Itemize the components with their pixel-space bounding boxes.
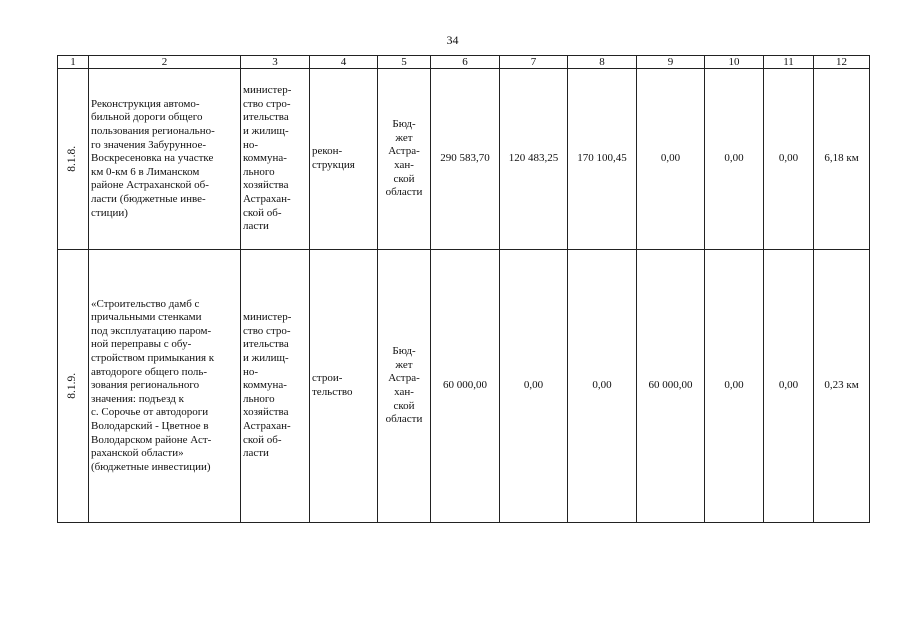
column-number-row (58, 56, 870, 69)
customer: министер- ство стро- ительства и жилищ- но- коммуна- льного хозяйства Астрахан- ской об- ласти (241, 250, 310, 523)
item-number-cell (58, 250, 89, 523)
funding-source: Бюд- жет Астра- хан- ской области (378, 250, 431, 523)
column-number: 12 (814, 56, 870, 69)
value-col-6: 290 583,70 (431, 69, 500, 250)
work-type: строи- тельство (310, 250, 378, 523)
value-col-11: 0,00 (764, 69, 814, 250)
page-number: 34 (446, 33, 459, 47)
value-col-7: 0,00 (500, 250, 568, 523)
table-row (58, 250, 870, 523)
value-col-9: 60 000,00 (637, 250, 705, 523)
column-number: 2 (89, 56, 241, 69)
funding-source: Бюд- жет Астра- хан- ской области (378, 69, 431, 250)
column-number: 3 (241, 56, 310, 69)
item-number-cell (58, 69, 89, 250)
value-col-10: 0,00 (705, 69, 764, 250)
program-table (57, 55, 870, 523)
value-col-10: 0,00 (705, 250, 764, 523)
column-number: 6 (431, 56, 500, 69)
table-row (58, 69, 870, 250)
column-number: 7 (500, 56, 568, 69)
column-number: 10 (705, 56, 764, 69)
column-number: 5 (378, 56, 431, 69)
value-col-8: 0,00 (568, 250, 637, 523)
column-number: 11 (764, 56, 814, 69)
value-col-9: 0,00 (637, 69, 705, 250)
value-col-11: 0,00 (764, 250, 814, 523)
item-number: 8.1.8. (66, 146, 79, 172)
length-value: 0,23 км (814, 250, 870, 523)
length-value: 6,18 км (814, 69, 870, 250)
value-col-6: 60 000,00 (431, 250, 500, 523)
column-number: 9 (637, 56, 705, 69)
customer: министер- ство стро- ительства и жилищ- но- коммуна- льного хозяйства Астрахан- ской об- ласти (241, 69, 310, 250)
column-number: 4 (310, 56, 378, 69)
project-name: «Строительство дамб с причальными стенками под эксплуатацию паром- ной переправы с обу- стройством примыкания к автодороге общего поль- зования регионального значения: подъезд к с. Сорочье от автодороги Володарский - Цветное в Володарском районе Аст- раханской области» (бюджетные инвестиции) (89, 250, 241, 523)
value-col-8: 170 100,45 (568, 69, 637, 250)
column-number: 1 (58, 56, 89, 69)
work-type: рекон- струкция (310, 69, 378, 250)
column-number: 8 (568, 56, 637, 69)
item-number: 8.1.9. (66, 373, 79, 399)
value-col-7: 120 483,25 (500, 69, 568, 250)
project-name: Реконструкция автомо- бильной дороги общего пользования регионально- го значения Забурунное- Воскресеновка на участке км 0-км 6 в Лиманском районе Астраханской об- ласти (бюджетные инве- стиции) (89, 69, 241, 250)
